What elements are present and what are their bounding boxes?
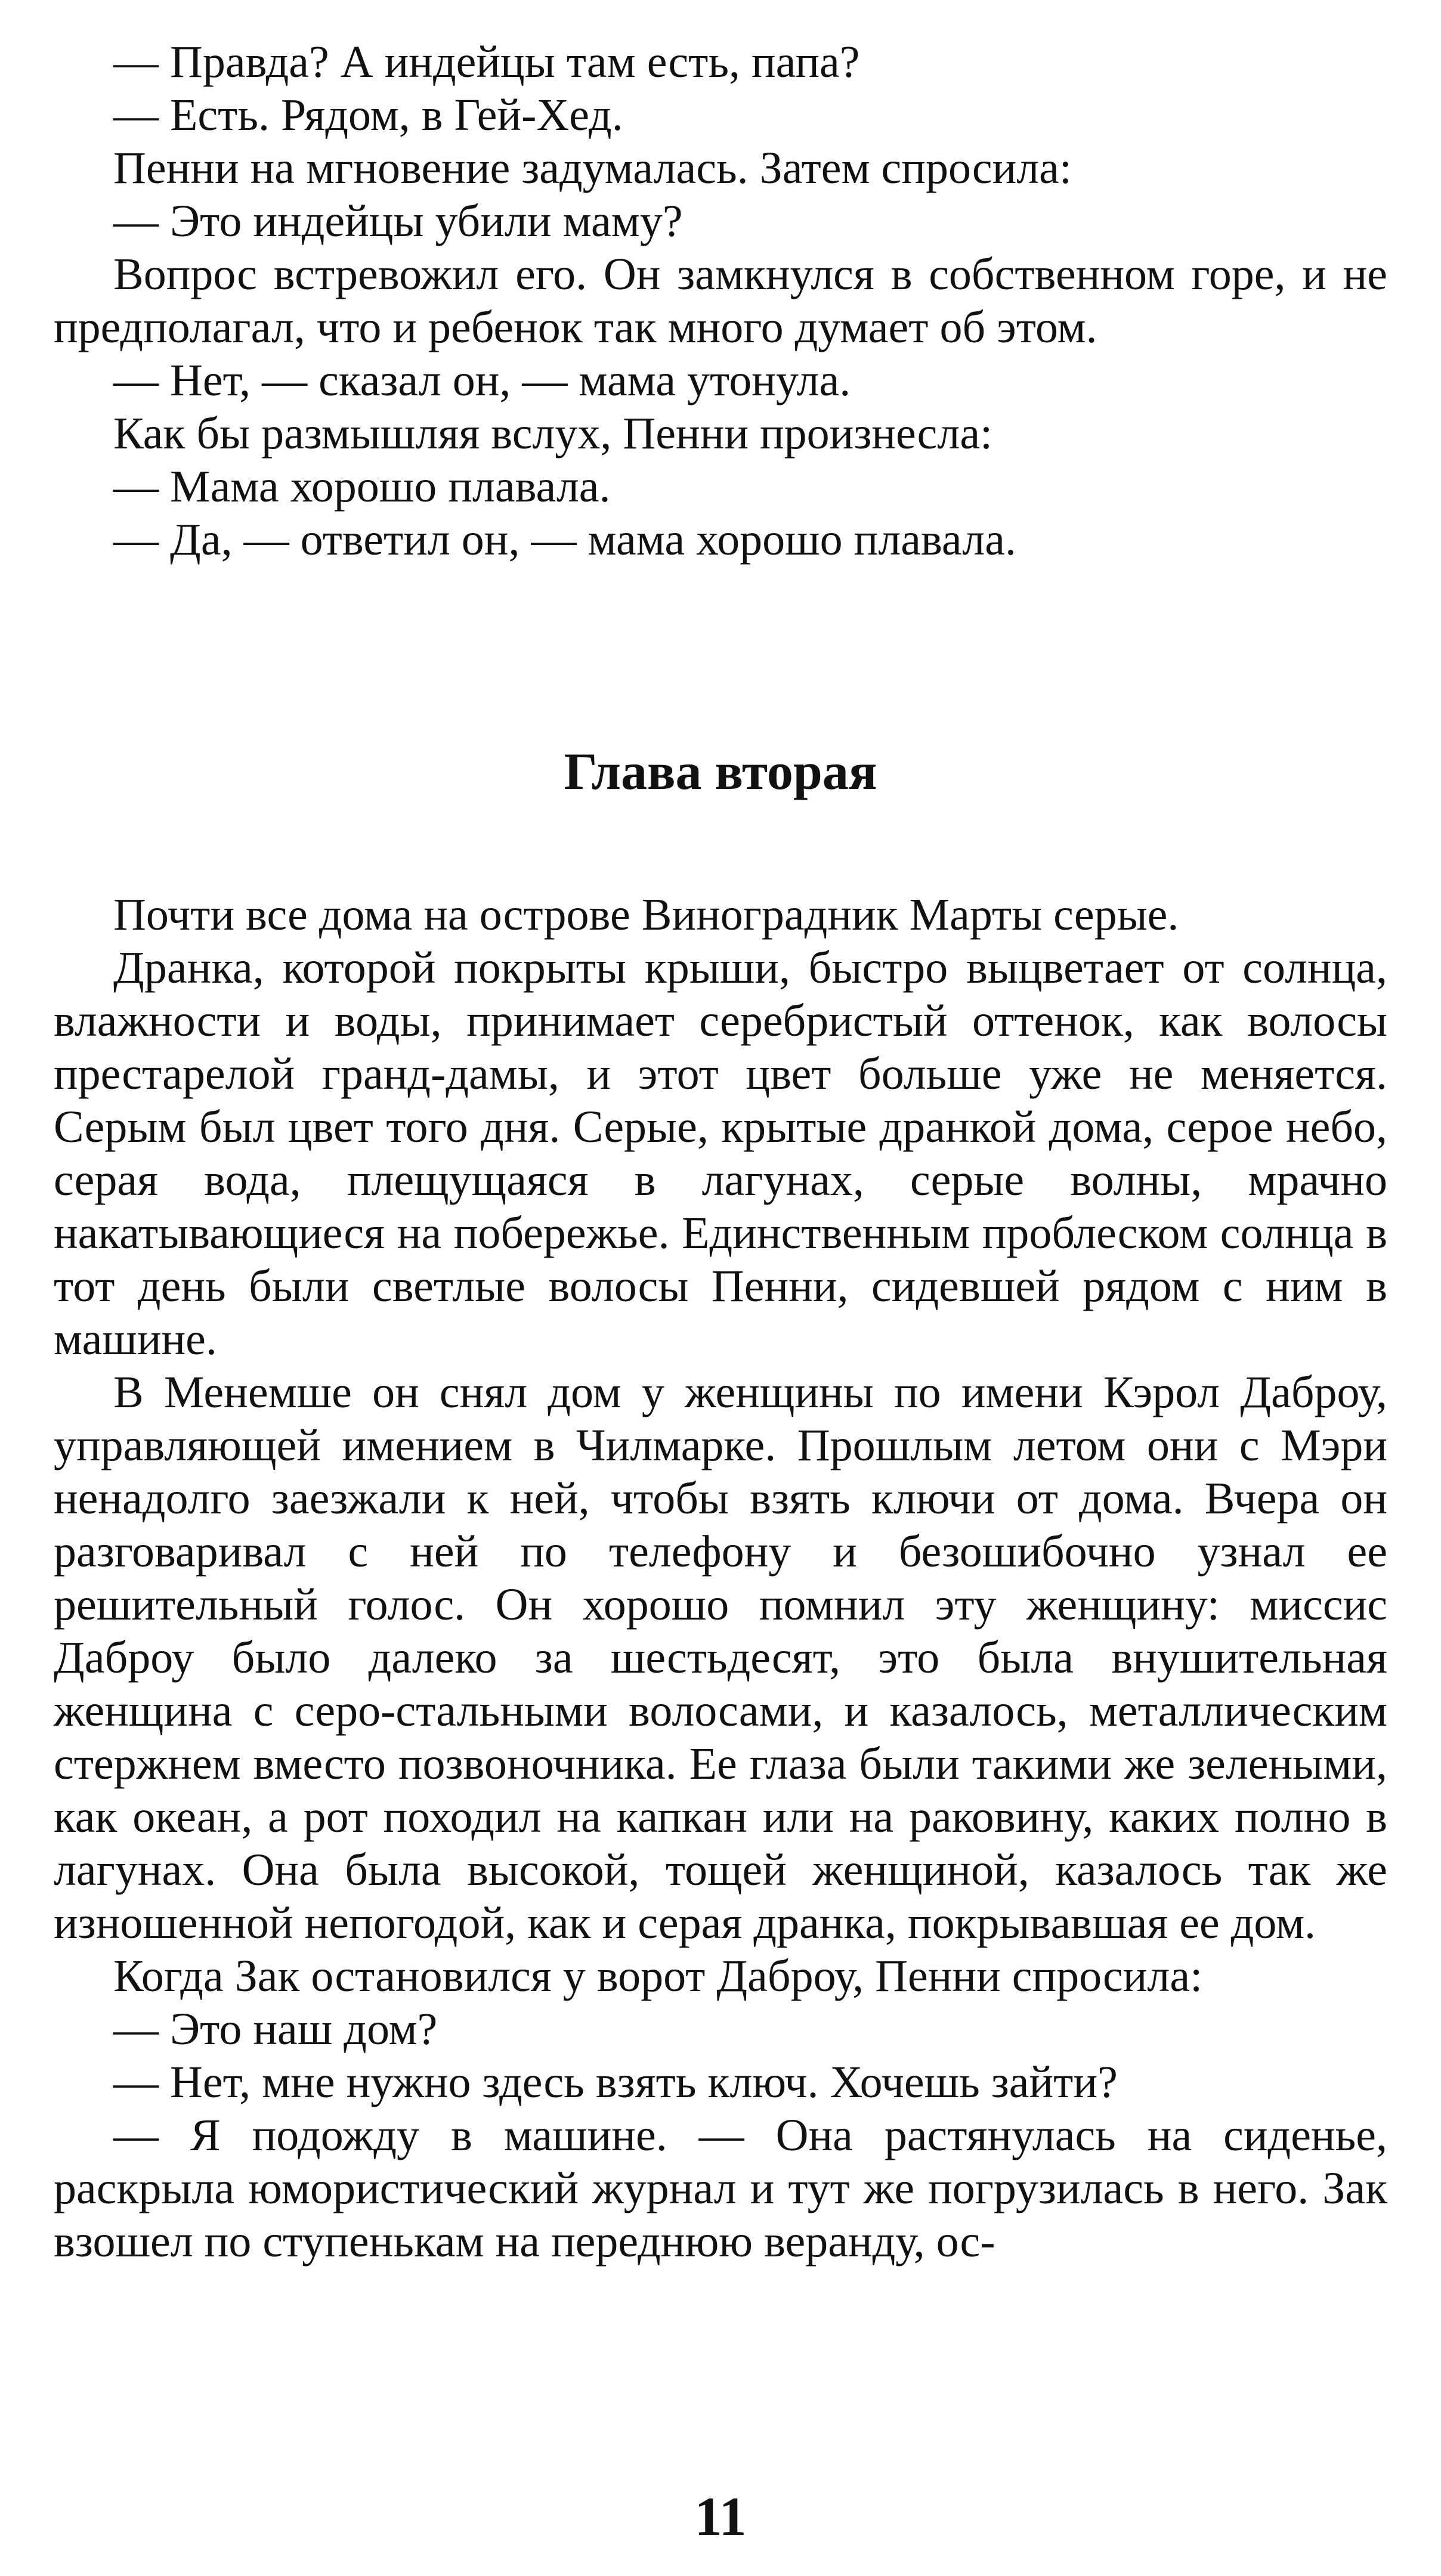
paragraph: Почти все дома на острове Виноградник Марты серые. [113,890,1179,940]
paragraph: — Правда? А индейцы там есть, папа? [113,37,860,87]
paragraph: Дранка, которой покрыты крыши, быстро выцветает от солнца, влажности и воды, принимает серебристый оттенок, как волосы престарелой гранд-дамы, и этот цвет больше уже не меняется. Серым был цвет того дня. Серые, крытые дранкой дома, серое небо, серая вода, плещущаяся в лагунах, серые волны, мрачно накатывающиеся на побережье. Единственным проблеском солнца в тот день были светлые волосы Пенни, сидевшей рядом с ним в машине. [54,943,1387,1364]
paragraph: Вопрос встревожил его. Он замкнулся в собственном горе, и не предполагал, что и ребенок так много думает об этом. [54,249,1387,352]
book-page [54,24,1387,2552]
paragraph: Когда Зак остановился у ворот Даброу, Пенни спросила: [113,1951,1203,2001]
paragraph: — Нет, мне нужно здесь взять ключ. Хочешь зайти? [113,2057,1118,2107]
paragraph: Как бы размышляя вслух, Пенни произнесла: [113,408,993,459]
chapter-title: Глава вторая [564,743,877,801]
paragraph: — Я подожду в машине. — Она растянулась на сиденье, раскрыла юмористический журнал и тут же погрузилась в него. Зак взошел по ступенькам на переднюю веранду, ос- [54,2110,1387,2267]
dialogue-section [54,36,1387,566]
page-number: 11 [694,2486,747,2547]
paragraph: — Это наш дом? [113,2004,438,2054]
paragraph: — Есть. Рядом, в Гей-Хед. [113,90,623,140]
paragraph: — Да, — ответил он, — мама хорошо плавала. [113,515,1016,565]
paragraph: В Менемше он снял дом у женщины по имени Кэрол Даброу, управляющей имением в Чилмарке. Прошлым летом они с Мэри ненадолго заезжали к ней, чтобы взять ключи от дома. Вчера он разговаривал с ней по телефону и безошибочно узнал ее решительный голос. Он хорошо помнил эту женщину: миссис Даброу было далеко за шестьдесят, это была внушительная женщина с серо-стальными волосами, и казалось, металлическим стержнем вместо позвоночника. Ее глаза были такими же зелеными, как океан, а рот походил на капкан или на раковину, каких полно в лагунах. Она была высокой, тощей женщиной, казалось так же изношенной непогодой, как и серая дранка, покрывавшая ее дом. [54,1367,1387,1948]
chapter-body [54,888,1387,2268]
paragraph: — Нет, — сказал он, — мама утонула. [113,355,851,405]
paragraph: Пенни на мгновение задумалась. Затем спросила: [113,143,1072,193]
paragraph: — Это индейцы убили маму? [113,196,683,246]
paragraph: — Мама хорошо плавала. [113,462,611,512]
